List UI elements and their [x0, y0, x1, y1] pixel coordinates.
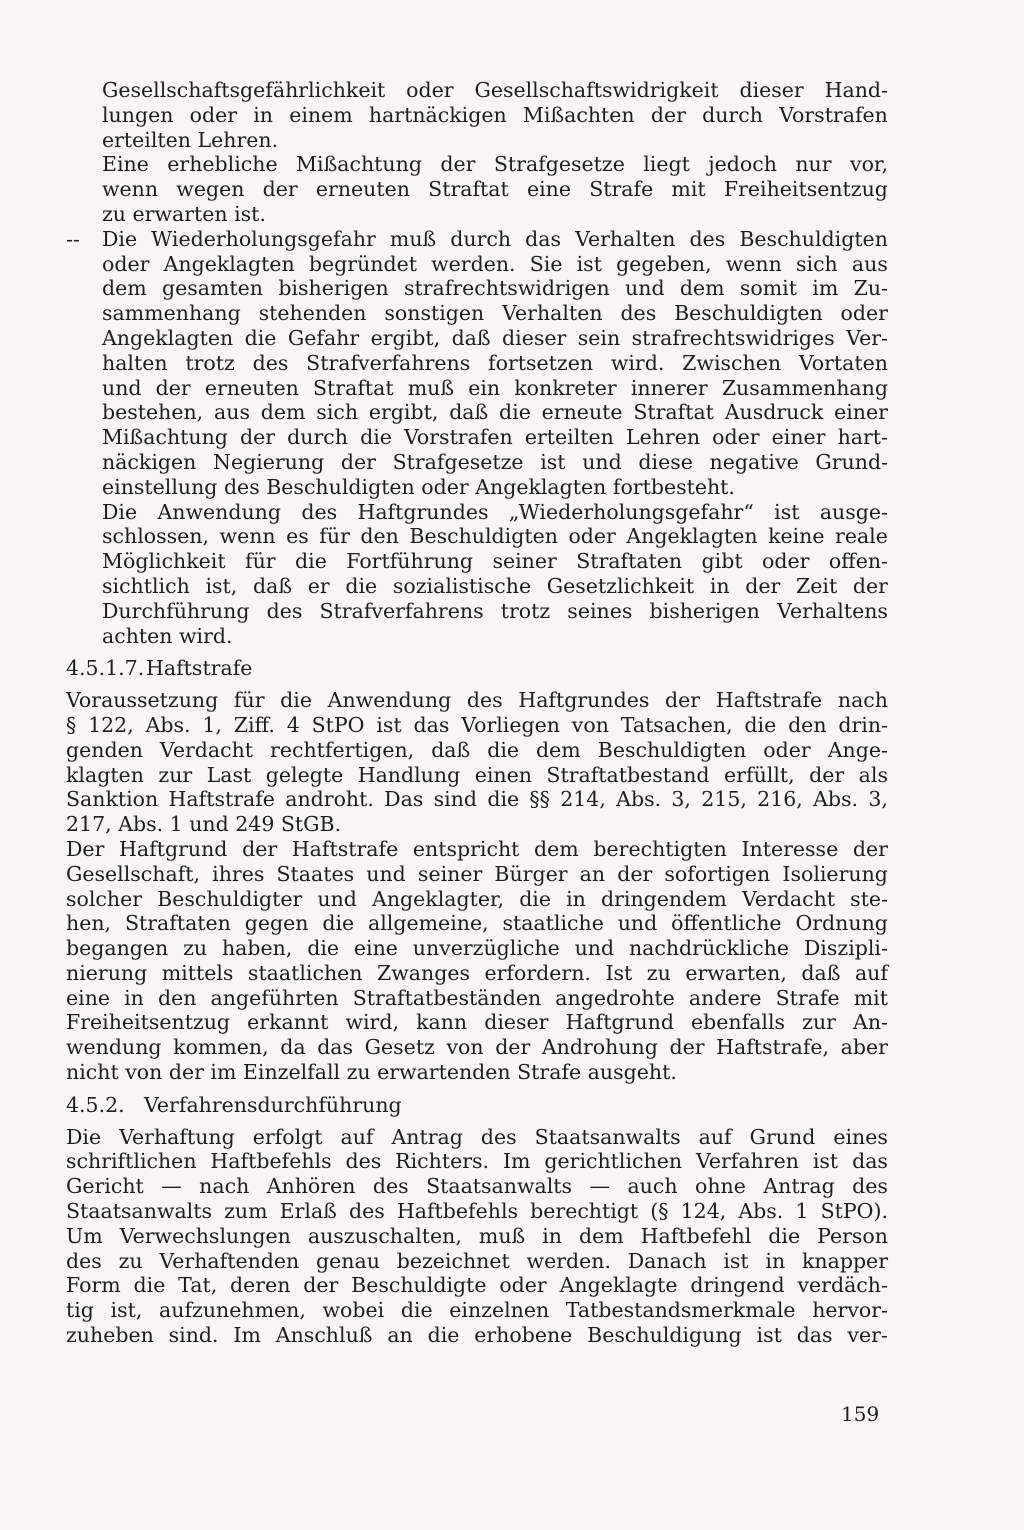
text-line: wenn wegen der erneuten Straftat eine Strafe mit Freiheitsentzug — [102, 177, 888, 202]
text-line: 217, Abs. 1 und 249 StGB. — [66, 812, 342, 837]
text-line: solcher Beschuldigter und Angeklagter, die in dringendem Verdacht ste- — [66, 886, 888, 911]
text-line: oder Angeklagten begründet werden. Sie ist gegeben, wenn sich aus — [102, 251, 888, 276]
section-title: Verfahrensdurchführung — [144, 1092, 402, 1117]
text-line: tig ist, aufzunehmen, wobei die einzelnen Tatbestandsmerkmale hervor- — [66, 1298, 888, 1323]
text-line: einstellung des Beschuldigten oder Angeklagten fortbesteht. — [102, 474, 735, 499]
text-line: des zu Verhaftenden genau bezeichnet werden. Danach ist in knapper — [66, 1248, 888, 1273]
text-line: Staatsanwalts zum Erlaß des Haftbefehls berechtigt (§ 124, Abs. 1 StPO). — [66, 1199, 888, 1224]
section-heading — [66, 656, 888, 681]
text-line: Die Wiederholungsgefahr muß durch das Verhalten des Beschuldigten — [102, 226, 888, 251]
text-line: schriftlichen Haftbefehls des Richters. Im gerichtlichen Verfahren ist das — [66, 1149, 888, 1174]
text-line: Gericht — nach Anhören des Staatsanwalts — auch ohne Antrag des — [66, 1174, 888, 1199]
text-line: sammenhang stehenden sonstigen Verhalten des Beschuldigten oder — [102, 301, 888, 326]
text-line: näckigen Negierung der Strafgesetze ist und diese negative Grund- — [102, 449, 888, 474]
bullet-text — [102, 227, 888, 649]
text-line: genden Verdacht rechtfertigen, daß die dem Beschuldigten oder Ange- — [66, 737, 888, 762]
text-line: lungen oder in einem hartnäckigen Mißachten der durch Vorstrafen — [102, 102, 888, 127]
section-title: Haftstrafe — [146, 656, 253, 681]
text-line: bestehen, aus dem sich ergibt, daß die erneute Straftat Ausdruck einer — [102, 400, 888, 425]
text-line: zuheben sind. Im Anschluß an die erhobene Beschuldigung ist das ver- — [66, 1323, 888, 1348]
text-line: eine in den angeführten Straftatbeständen angedrohte andere Strafe mit — [66, 985, 888, 1010]
text-line: dem gesamten bisherigen strafrechtswidrigen und dem somit im Zu- — [102, 276, 888, 301]
text-line: schlossen, wenn es für den Beschuldigten oder Angeklagten keine reale — [102, 524, 888, 549]
page-number: 159 — [841, 1402, 880, 1426]
text-line: Angeklagten die Gefahr ergibt, daß dieser sein strafrechtswidriges Ver- — [102, 325, 888, 350]
text-line: hen, Straftaten gegen die allgemeine, staatliche und öffentliche Ordnung — [66, 911, 888, 936]
text-line: sichtlich ist, daß er die sozialistische Gesetzlichkeit in der Zeit der — [102, 573, 888, 598]
dash-marker: -- — [66, 226, 80, 251]
text-line: nicht von der im Einzelfall zu erwartenden Strafe ausgeht. — [66, 1060, 677, 1085]
text-line: Mißachtung der durch die Vorstrafen erteilten Lehren oder einer hart- — [102, 425, 888, 450]
text-line: erteilten Lehren. — [102, 127, 279, 152]
text-line: Voraussetzung für die Anwendung des Haftgrundes der Haftstrafe nach — [66, 688, 888, 713]
bullet-item — [66, 227, 888, 649]
section-heading — [66, 1093, 888, 1118]
text-line: Möglichkeit für die Fortführung seiner Straftaten gibt oder offen- — [102, 549, 888, 574]
text-line: halten trotz des Strafverfahrens fortsetzen wird. Zwischen Vortaten — [102, 350, 888, 375]
text-line: Sanktion Haftstrafe androht. Das sind die §§ 214, Abs. 3, 215, 216, Abs. 3, — [66, 787, 888, 812]
text-line: Eine erhebliche Mißachtung der Strafgesetze liegt jedoch nur vor, — [102, 152, 888, 177]
text-line: klagten zur Last gelegte Handlung einen Straftatbestand erfüllt, der als — [66, 762, 888, 787]
text-line: Form die Tat, deren der Beschuldigte oder Angeklagte dringend verdäch- — [66, 1273, 888, 1298]
text-line: und der erneuten Straftat muß ein konkreter innerer Zusammenhang — [102, 375, 888, 400]
text-line: Um Verwechslungen auszuschalten, muß in dem Haftbefehl die Person — [66, 1223, 888, 1248]
section-body — [66, 1125, 888, 1348]
text-line: Durchführung des Strafverfahrens trotz seines bisherigen Verhaltens — [102, 598, 888, 623]
text-line: Freiheitsentzug erkannt wird, kann dieser Haftgrund ebenfalls zur An- — [66, 1010, 888, 1035]
text-line: Gesellschaft, ihres Staates und seiner Bürger an der sofortigen Isolierung — [66, 861, 888, 886]
section-number: 4.5.1.7. — [66, 656, 145, 681]
text-line: Die Anwendung des Haftgrundes „Wiederholungsgefahr“ ist ausge- — [102, 499, 888, 524]
text-line: achten wird. — [102, 623, 233, 648]
text-line: begangen zu haben, die eine unverzügliche und nachdrückliche Diszipli- — [66, 936, 888, 961]
text-line: nierung mittels staatlichen Zwanges erfordern. Ist zu erwarten, daß auf — [66, 960, 888, 985]
text-line: Die Verhaftung erfolgt auf Antrag des Staatsanwalts auf Grund eines — [66, 1124, 888, 1149]
text-line: Der Haftgrund der Haftstrafe entspricht dem berechtigten Interesse der — [66, 836, 888, 861]
text-line: Gesellschaftsgefährlichkeit oder Gesellschaftswidrigkeit dieser Hand- — [102, 78, 888, 102]
text-line: wendung kommen, da das Gesetz von der Androhung der Haftstrafe, aber — [66, 1035, 888, 1060]
section-number: 4.5.2. — [66, 1092, 125, 1117]
text-line: § 122, Abs. 1, Ziff. 4 StPO ist das Vorliegen von Tatsachen, die den drin- — [66, 712, 888, 737]
continuation-block — [66, 78, 888, 227]
text-line: zu erwarten ist. — [102, 201, 266, 226]
section-body — [66, 688, 888, 1085]
